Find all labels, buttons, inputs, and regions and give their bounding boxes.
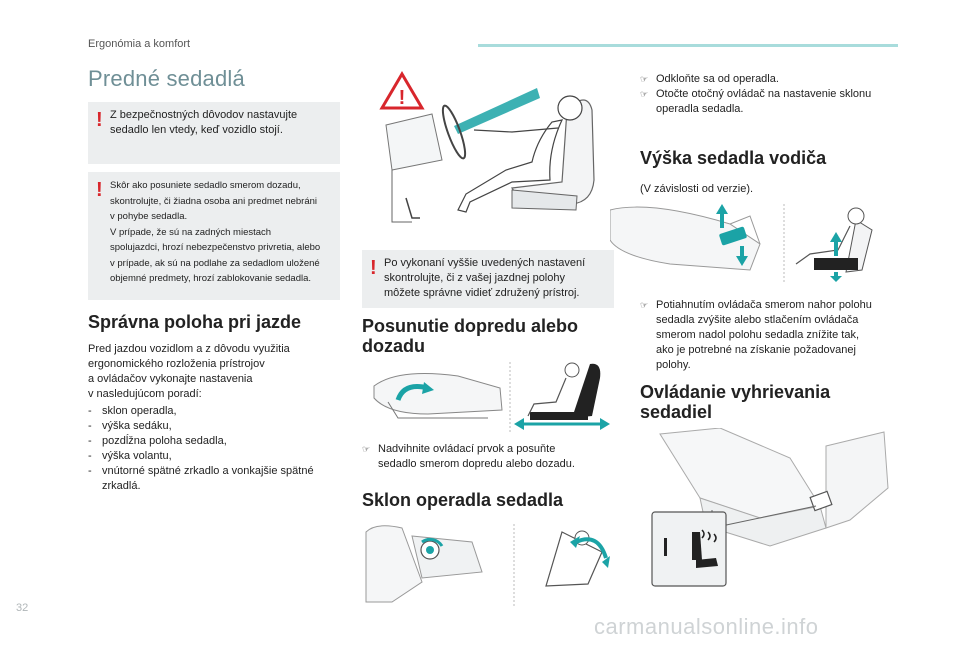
forward-illustration bbox=[368, 358, 616, 434]
heating-illustration bbox=[640, 428, 890, 588]
finger-pointer-icon: ☞ bbox=[640, 300, 649, 310]
list-item: - výška sedáku, bbox=[88, 419, 348, 434]
forward-bullet-text: Nadvihnite ovládací prvok a posuňte sedadlo smerom dopredu alebo dozadu. bbox=[378, 443, 575, 470]
finger-pointer-icon: ☞ bbox=[640, 74, 649, 84]
exclamation-icon: ! bbox=[96, 179, 103, 201]
forward-heading: Posunutie dopredu alebo dozadu bbox=[362, 316, 579, 356]
page-title: Predné sedadlá bbox=[88, 66, 245, 91]
height-bullet bbox=[640, 298, 900, 376]
svg-text:!: ! bbox=[398, 87, 406, 109]
warning-box-1 bbox=[88, 102, 340, 164]
warning-box-2 bbox=[88, 172, 340, 300]
height-heading: Výška sedadla vodiča bbox=[640, 148, 827, 168]
driving-position-illustration bbox=[362, 70, 612, 230]
header-rule bbox=[478, 44, 898, 47]
warning-text-2: Skôr ako posuniete sedadlo smerom dozadu, skontrolujte, či žiadna osoba ani predmet nebráni v pohybe sedadla. V prípade, že sú na zadných miestach spolujazdci, hrozí nebezpečenstvo privretia, alebo v prípade, ak sú na podlahe za sedadlom uložené objemné predmety, hrozí zablokovanie sedadla. bbox=[110, 180, 321, 284]
warning-text-3: Po vykonaní vyššie uvedených nastavení skontrolujte, či z vašej jazdnej polohy môžete správne vidieť združený prístroj. bbox=[384, 257, 586, 299]
finger-pointer-icon: ☞ bbox=[640, 89, 649, 99]
posture-intro: Pred jazdou vozidlom a z dôvodu využitia ergonomického rozloženia prístrojov a ovládačov vykonajte nastavenia v nasledujúcom poradí: bbox=[88, 343, 290, 400]
posture-heading: Správna poloha pri jazde bbox=[88, 312, 302, 332]
exclamation-icon: ! bbox=[96, 109, 103, 131]
heating-heading: Ovládanie vyhrievania sedadiel bbox=[640, 382, 831, 422]
list-item: - vnútorné spätné zrkadlo a vonkajšie spätné zrkadlá. bbox=[88, 464, 348, 494]
warning-box-3 bbox=[362, 250, 614, 308]
height-bullet-text: Potiahnutím ovládača smerom nahor polohu sedadla zvýšite alebo stlačením ovládača smerom nadol polohu sedadla znížite tak, ako je potrebné na získanie požadovanej polohy. bbox=[656, 299, 872, 371]
recline-step-2-text: Otočte otočný ovládač na nastavenie sklonu operadla sedadla. bbox=[656, 88, 872, 115]
forward-bullet bbox=[362, 442, 612, 474]
seat-heating-switch-icon bbox=[652, 512, 726, 586]
finger-pointer-icon: ☞ bbox=[362, 444, 371, 454]
recline-step-1 bbox=[640, 72, 900, 88]
height-illustration bbox=[610, 200, 882, 282]
list-item: - sklon operadla, bbox=[88, 404, 348, 419]
list-item: - pozdĺžna poloha sedadla, bbox=[88, 434, 348, 449]
recline-heading: Sklon operadla sedadla bbox=[362, 490, 564, 510]
recline-step-1-text: Odkloňte sa od operadla. bbox=[656, 73, 779, 85]
recline-illustration bbox=[362, 522, 614, 606]
watermark: carmanualsonline.info bbox=[594, 614, 819, 639]
exclamation-icon: ! bbox=[370, 257, 377, 279]
section-label: Ergonómia a komfort bbox=[88, 38, 191, 50]
list-item: - výška volantu, bbox=[88, 449, 348, 464]
height-note: (V závislosti od verzie). bbox=[640, 183, 754, 195]
recline-step-2 bbox=[640, 87, 900, 119]
page-number: 32 bbox=[16, 602, 29, 614]
posture-list bbox=[88, 404, 348, 494]
warning-text-1: Z bezpečnostných dôvodov nastavujte sedadlo len vtedy, keď vozidlo stojí. bbox=[110, 109, 298, 136]
